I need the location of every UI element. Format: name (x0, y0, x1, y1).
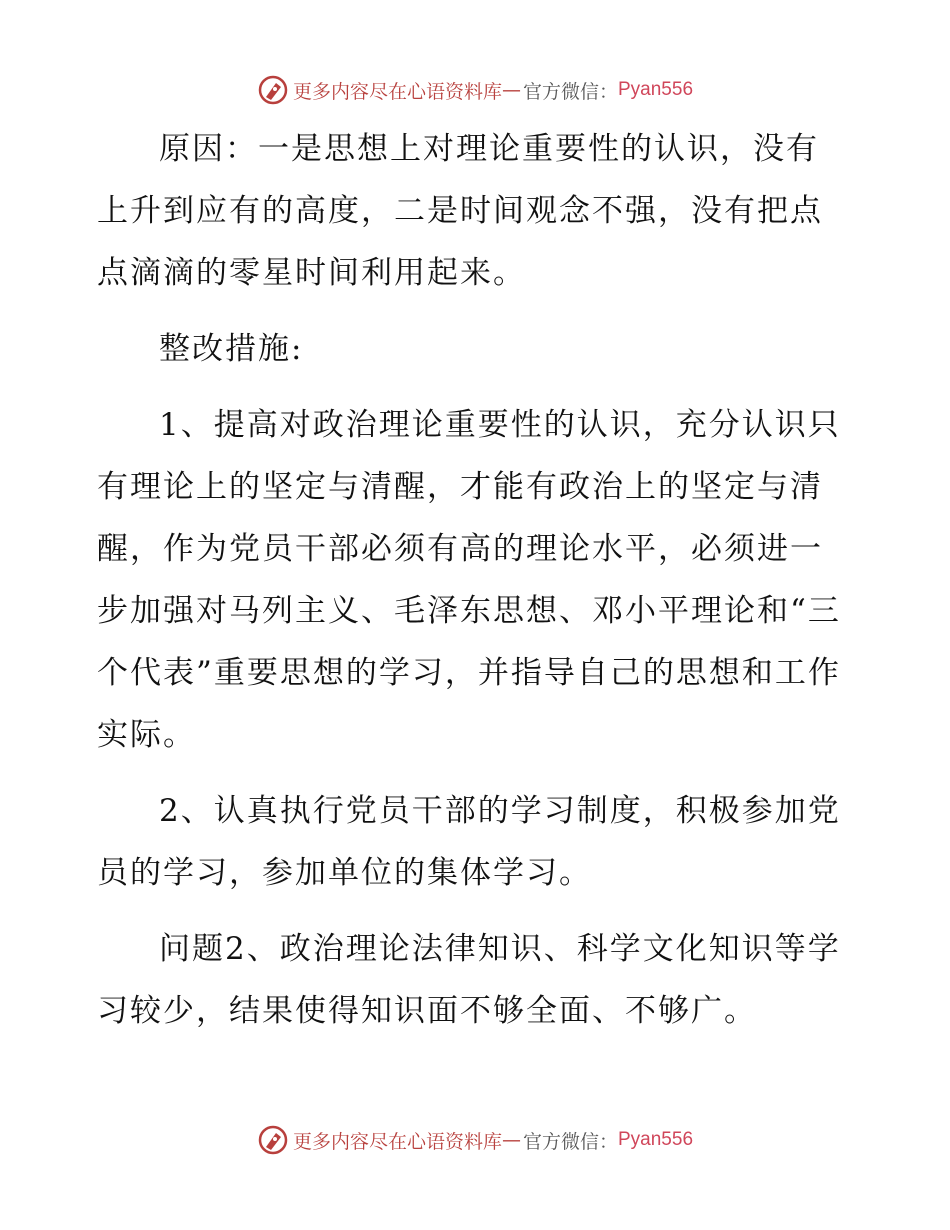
document-body (97, 118, 849, 1056)
paragraph-measure-2: 2、认真执行党员干部的学习制度，积极参加党员的学习，参加单位的集体学习。 (97, 793, 841, 891)
watermark-main-text: 更多内容尽在心语资料库 (292, 1130, 502, 1153)
paragraph-measures-heading: 整改措施: (159, 331, 304, 367)
watermark-wechat-label: 官方微信： (522, 80, 618, 103)
paragraph-measure-1: 1、提高对政治理论重要性的认识，充分认识只有理论上的坚定与清醒，才能有政治上的坚定与清醒，作为党员干部必须有高的理论水平，必须进一步加强对马列主义、毛泽东思想、邓小平理论和“三个代表”重要思想的学习，并指导自己的思想和工作实际。 (97, 407, 841, 753)
watermark-main-text: 更多内容尽在心语资料库 (292, 80, 502, 103)
pen-nib-icon (257, 1124, 289, 1156)
header-watermark (0, 70, 950, 110)
paragraph-problem-2: 问题2、政治理论法律知识、科学文化知识等学习较少，结果使得知识面不够全面、不够广。 (97, 931, 841, 1029)
paragraph-reason: 原因：一是思想上对理论重要性的认识，没有上升到应有的高度，二是时间观念不强，没有把点点滴滴的零星时间利用起来。 (97, 131, 823, 291)
pen-nib-icon (257, 74, 289, 106)
watermark-separator: — (501, 1129, 521, 1151)
watermark-wechat-label: 官方微信： (522, 1130, 618, 1153)
watermark-separator: — (501, 79, 521, 101)
watermark-account: Pyan556 (618, 79, 694, 100)
watermark-account: Pyan556 (618, 1129, 694, 1150)
footer-watermark (0, 1120, 950, 1160)
